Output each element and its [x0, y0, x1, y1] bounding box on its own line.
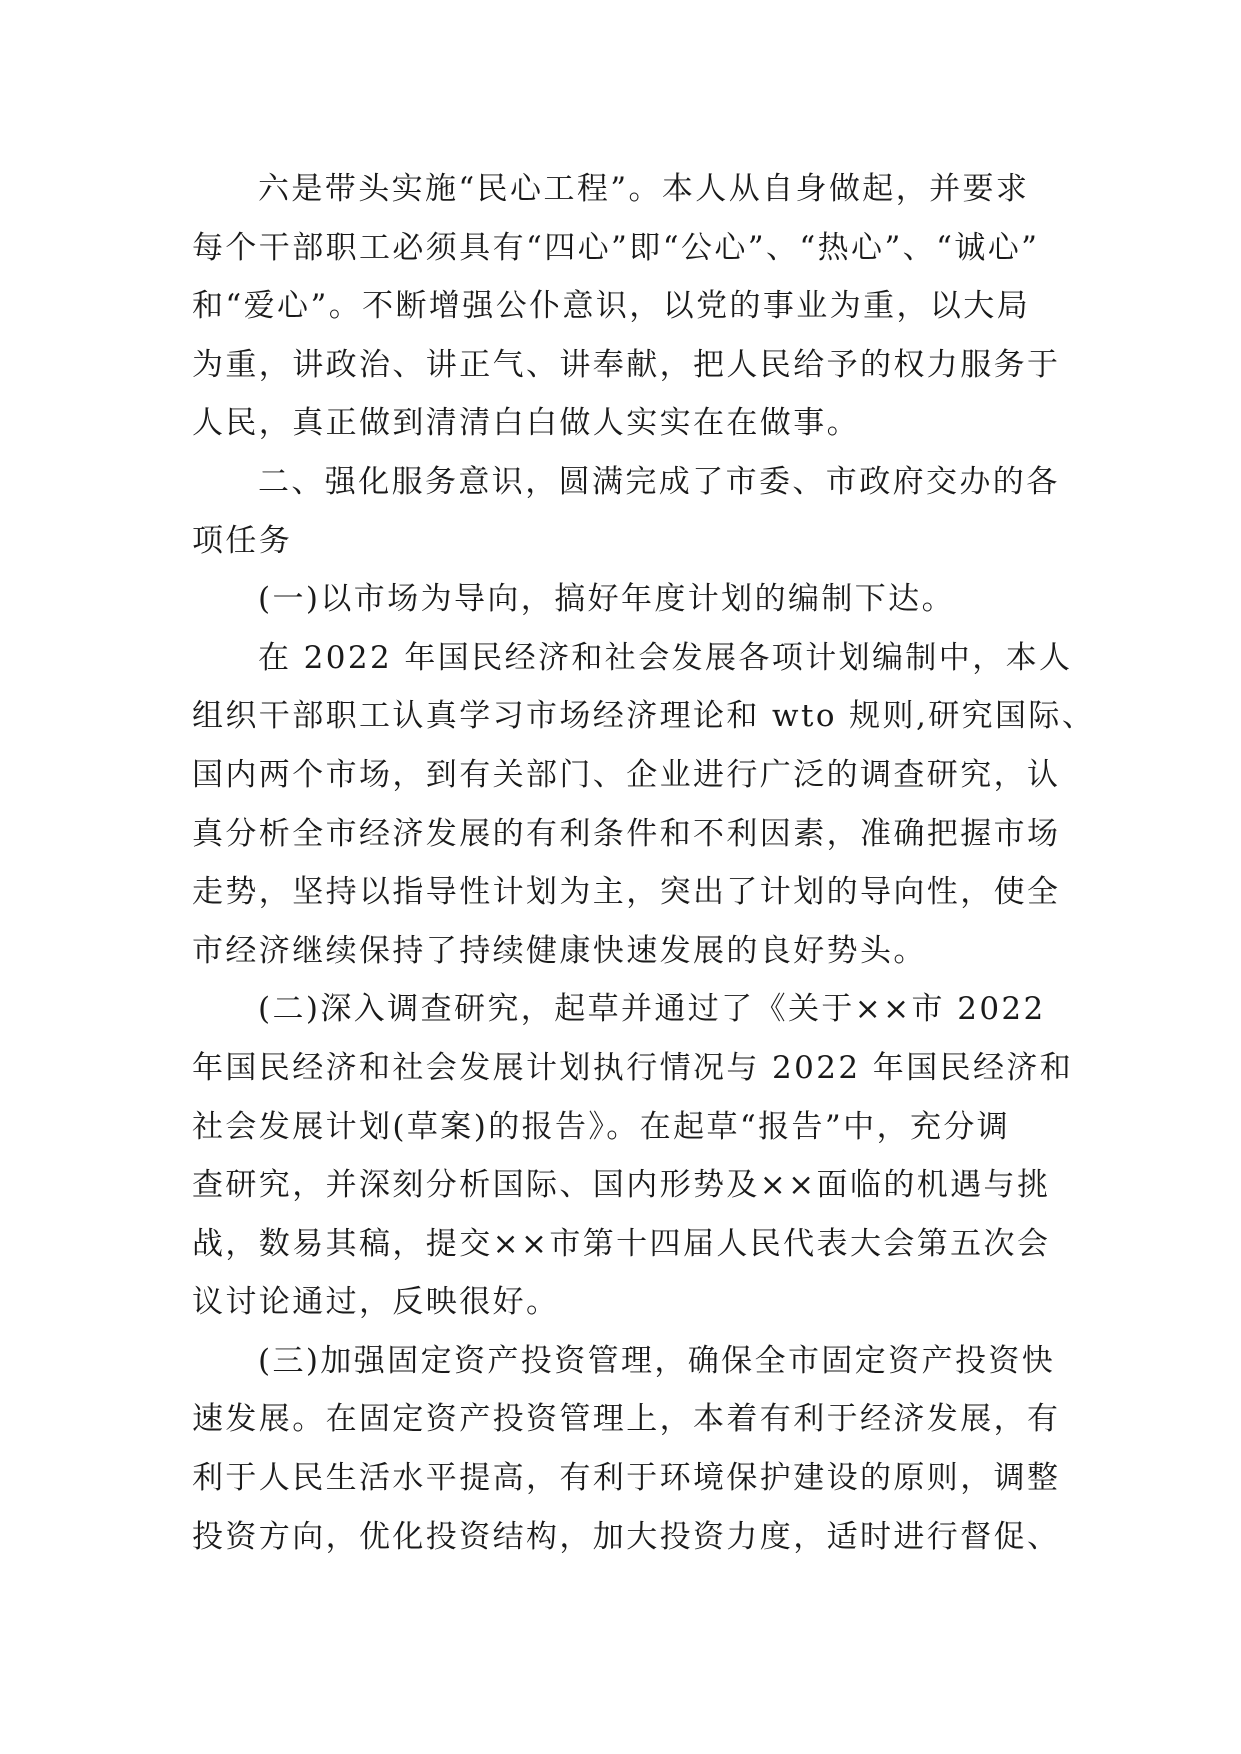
text-line: 人民，真正做到清清白白做人实实在在做事。 — [192, 405, 860, 442]
text-line: 社会发展计划(草案)的报告》。在起草“报告”中，充分调 — [192, 1108, 1011, 1145]
text-line: 和“爱心”。不断增强公仆意识，以党的事业为重，以大局 — [192, 288, 1031, 325]
text-line: 真分析全市经济发展的有利条件和不利因素，准确把握市场 — [192, 815, 1061, 852]
text-line: 市经济继续保持了持续健康快速发展的良好势头。 — [192, 932, 927, 969]
text-line: 为重，讲政治、讲正气、讲奉献，把人民给予的权力服务于 — [192, 346, 1061, 383]
text-line: 六是带头实施“民心工程”。本人从自身做起，并要求 — [258, 171, 1030, 207]
text-line: 走势，坚持以指导性计划为主，突出了计划的导向性，使全 — [192, 874, 1061, 911]
text-line: 查研究，并深刻分析国际、国内形势及××面临的机遇与挑 — [192, 1167, 1051, 1204]
text-line: 每个干部职工必须具有“四心”即“公心”、“热心”、“诚心” — [192, 229, 1040, 266]
text-line: 速发展。在固定资产投资管理上，本着有利于经济发展，有 — [192, 1401, 1061, 1438]
text-line: 组织干部职工认真学习市场经济理论和 wto 规则,研究国际、 — [192, 698, 1096, 735]
text-line: 在 2022 年国民经济和社会发展各项计划编制中，本人 — [258, 639, 1073, 676]
section-heading-line: 二、强化服务意识，圆满完成了市委、市政府交办的各 — [258, 463, 1060, 500]
text-line: 投资方向，优化投资结构，加大投资力度，适时进行督促、 — [192, 1518, 1061, 1555]
text-line: 年国民经济和社会发展计划执行情况与 2022 年国民经济和 — [192, 1049, 1074, 1086]
text-line: 国内两个市场，到有关部门、企业进行广泛的调查研究，认 — [192, 756, 1061, 793]
text-line: 战，数易其稿，提交××市第十四届人民代表大会第五次会 — [192, 1225, 1051, 1262]
text-line: 议讨论通过，反映很好。 — [192, 1284, 560, 1321]
document-body — [192, 160, 1096, 1566]
text-line: 利于人民生活水平提高，有利于环境保护建设的原则，调整 — [192, 1460, 1061, 1497]
text-line: (二)深入调查研究，起草并通过了《关于××市 2022 — [258, 991, 1046, 1028]
text-line: (三)加强固定资产投资管理，确保全市固定资产投资快 — [258, 1342, 1056, 1379]
subsection-heading-line: (一)以市场为导向，搞好年度计划的编制下达。 — [258, 581, 955, 618]
section-heading-line: 项任务 — [192, 522, 293, 559]
